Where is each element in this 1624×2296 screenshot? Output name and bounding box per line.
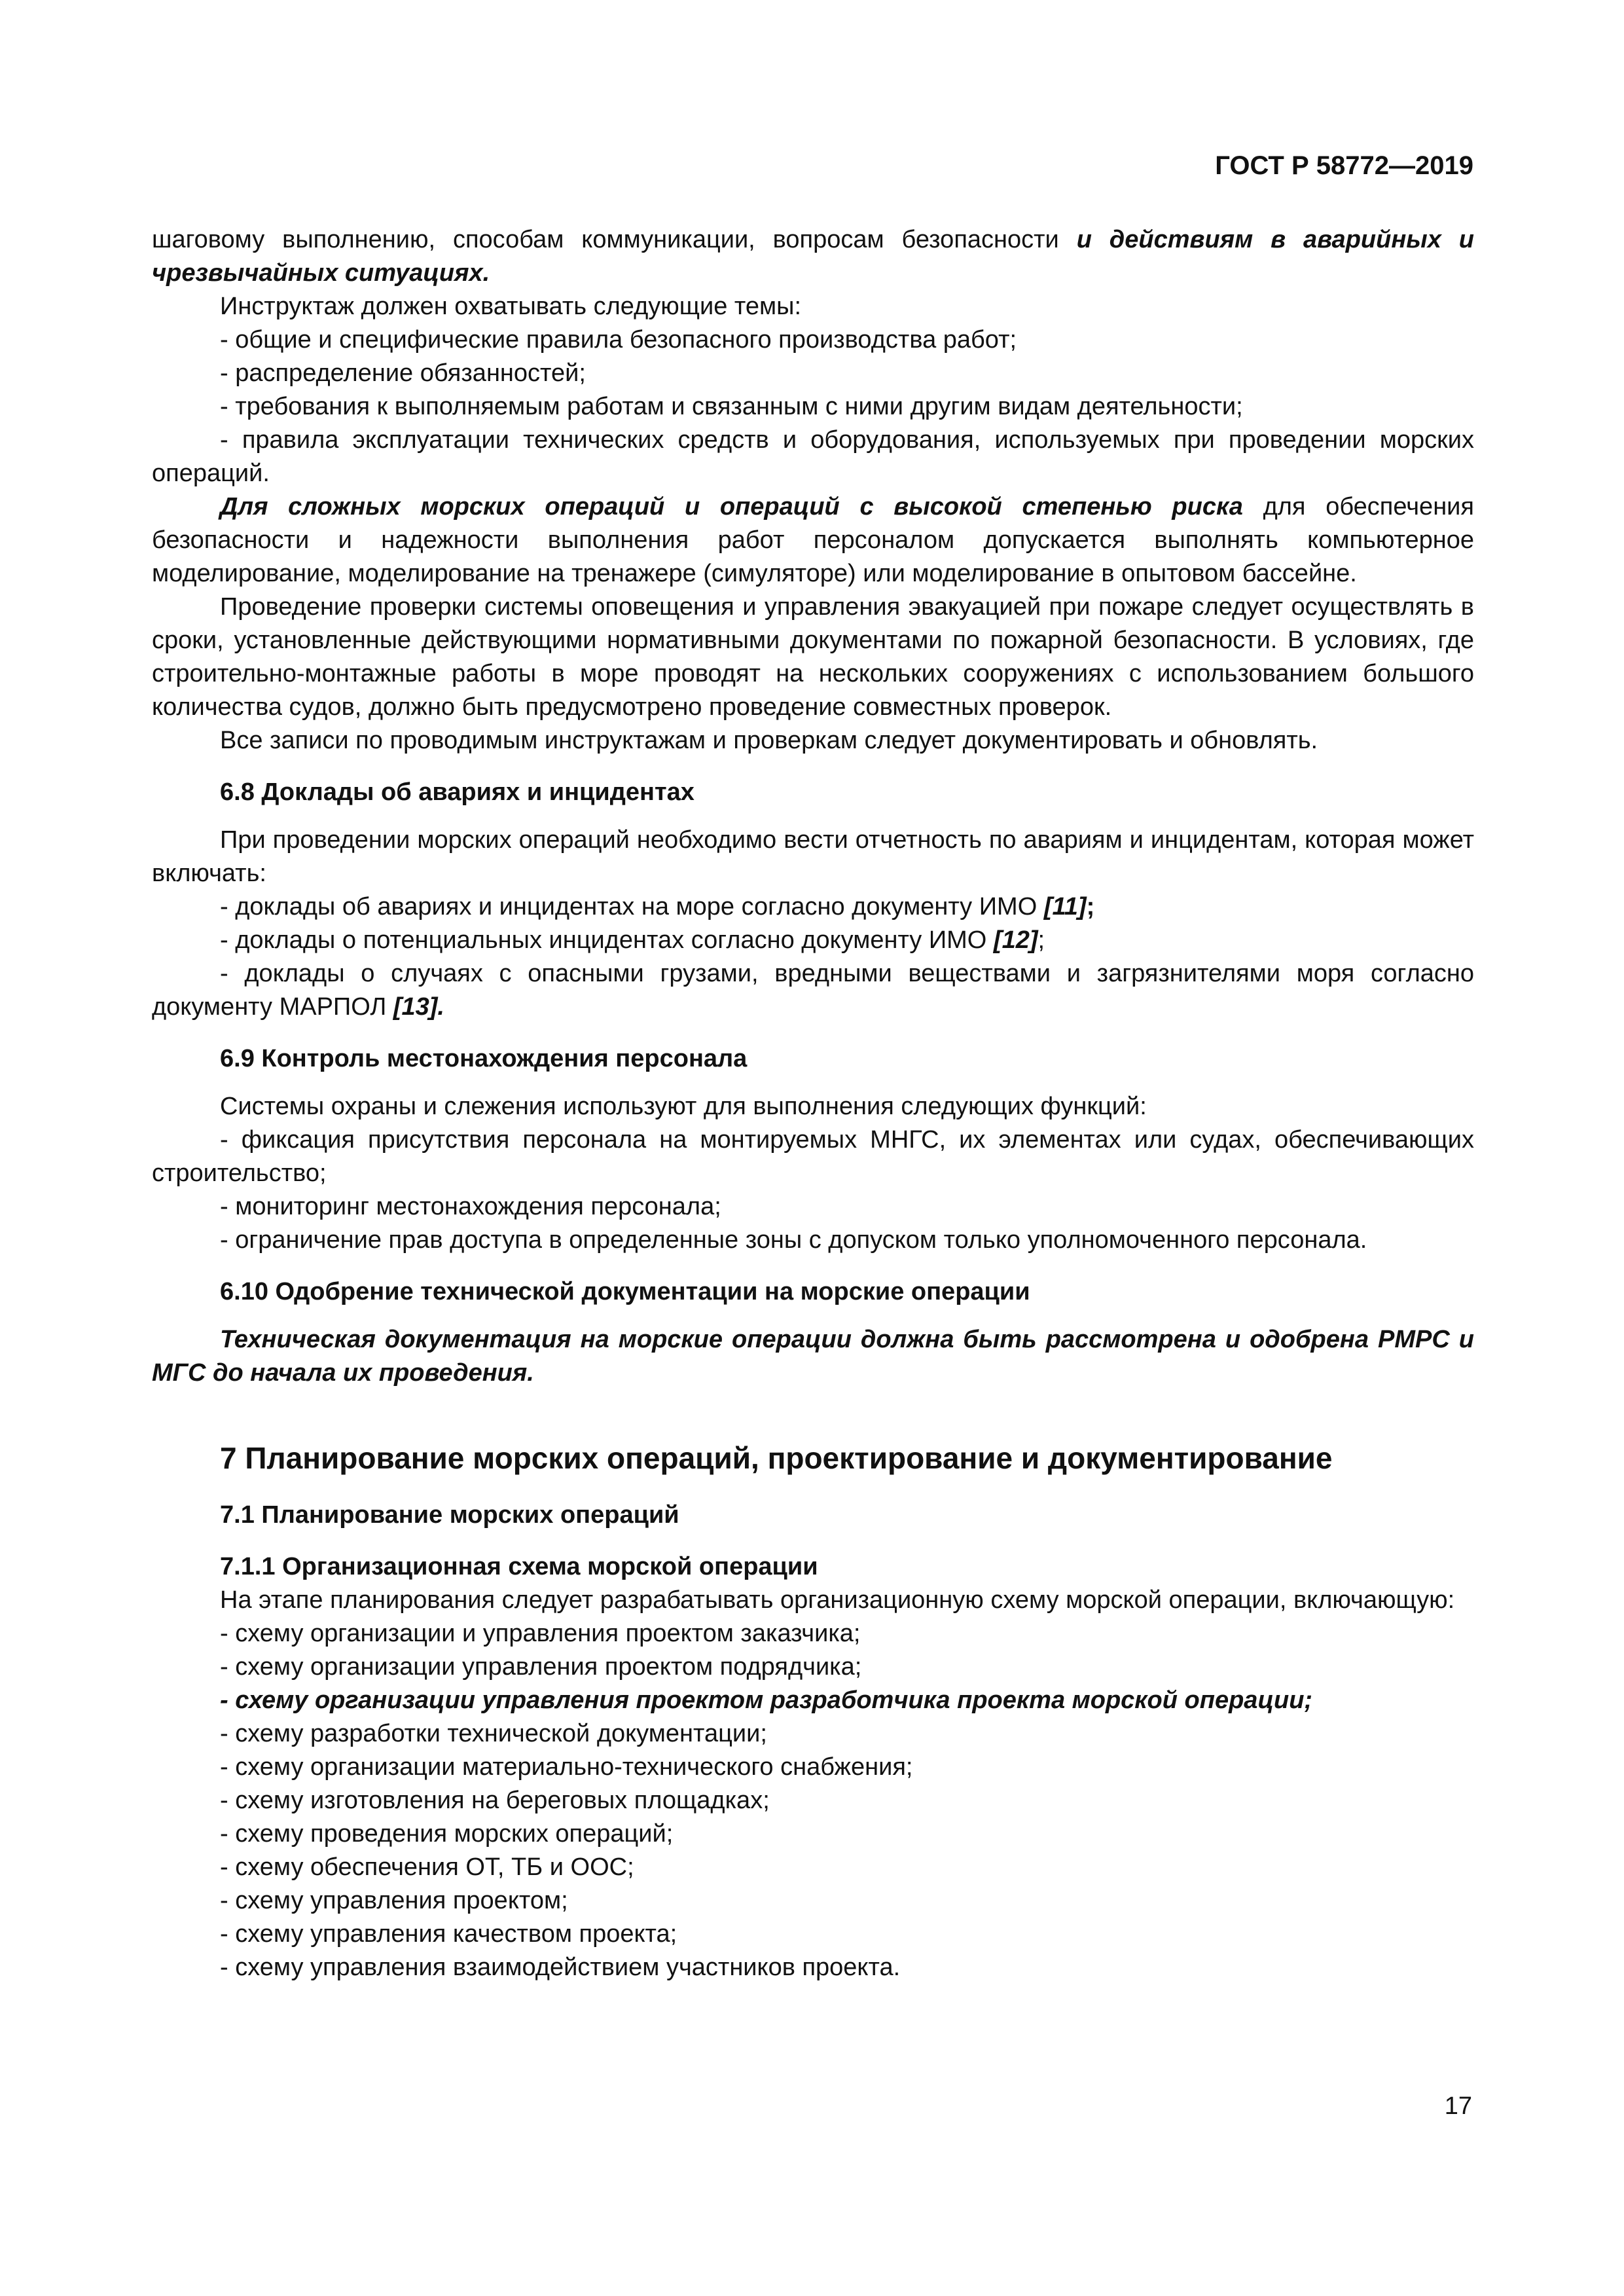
section-heading-6-10: 6.10 Одобрение технической документации на морские операции — [220, 1278, 1030, 1305]
document-code: ГОСТ Р 58772—2019 — [1215, 151, 1473, 180]
paragraph: Проведение проверки системы оповещения и управления эвакуацией при пожаре следует осуществлять в сроки, установленные действующими нормативными документами по пожарной безопасности. В условиях, где строительно-монтажные работы в море проводят на нескольких сооружениях с использованием большого количества судов, должно быть предусмотрено проведение совместных проверок. — [152, 593, 1474, 721]
list-item: - ограничение прав доступа в определенные зоны с допуском только уполномоченного персонала. — [220, 1226, 1367, 1254]
list-item: - схему проведения морских операций; — [220, 1820, 674, 1848]
emphasis-text: и действиям в аварийных и чрезвычайных ситуациях. — [152, 226, 1474, 287]
list-item: - требования к выполняемым работам и связанным с ними другим видам деятельности; — [220, 393, 1243, 420]
list-item: - общие и специфические правила безопасного производства работ; — [220, 326, 1017, 354]
paragraph: Инструктаж должен охватывать следующие темы: — [220, 293, 802, 320]
list-item: - схему организации управления проектом подрядчика; — [220, 1653, 862, 1681]
paragraph: На этапе планирования следует разрабатывать организационную схему морской операции, включающую: — [220, 1586, 1455, 1614]
list-item: - схему управления взаимодействием участников проекта. — [220, 1954, 901, 1981]
section-heading-7-1: 7.1 Планирование морских операций — [220, 1501, 679, 1529]
section-heading-6-9: 6.9 Контроль местонахождения персонала — [220, 1045, 748, 1072]
paragraph: шаговому выполнению, способам коммуникации, вопросам безопасности и действиям в аварийных и чрезвычайных ситуациях. — [152, 226, 1474, 287]
list-item: - доклады об авариях и инцидентах на море согласно документу ИМО [11]; — [220, 893, 1095, 920]
reference: [11] — [1043, 893, 1087, 920]
page-number: 17 — [1444, 2092, 1472, 2120]
section-heading-7-1-1: 7.1.1 Организационная схема морской операции — [220, 1553, 818, 1580]
section-heading-6-8: 6.8 Доклады об авариях и инцидентах — [220, 778, 695, 806]
list-item: - схему организации и управления проектом заказчика; — [220, 1620, 861, 1647]
list-item: - схему обеспечения ОТ, ТБ и ООС; — [220, 1853, 634, 1881]
list-item: - схему изготовления на береговых площадках; — [220, 1787, 770, 1814]
paragraph: Все записи по проводимым инструктажам и проверкам следует документировать и обновлять. — [220, 727, 1318, 754]
list-item: - правила эксплуатации технических средств и оборудования, используемых при проведении морских операций. — [152, 426, 1474, 487]
list-item: - схему управления проектом; — [220, 1887, 568, 1914]
list-item: - доклады о потенциальных инцидентах согласно документу ИМО [12]; — [220, 926, 1045, 954]
list-item: - схему управления качеством проекта; — [220, 1920, 677, 1948]
page-content — [152, 223, 1474, 1984]
list-item: - фиксация присутствия персонала на монтируемых МНГС, их элементах или судах, обеспечивающих строительство; — [152, 1126, 1474, 1187]
emphasis-text: Для сложных морских операций и операций с высокой степенью риска — [220, 493, 1243, 520]
list-item: - схему разработки технической документации; — [220, 1720, 767, 1747]
chapter-heading-7: 7 Планирование морских операций, проектирование и документирование — [220, 1441, 1333, 1475]
list-item: - схему организации материально-технического снабжения; — [220, 1753, 913, 1781]
paragraph: Техническая документация на морские операции должна быть рассмотрена и одобрена РМРС и МГС до начала их проведения. — [152, 1326, 1474, 1387]
paragraph: При проведении морских операций необходимо вести отчетность по авариям и инцидентам, которая может включать: — [152, 826, 1474, 887]
list-item: - распределение обязанностей; — [220, 359, 586, 387]
list-item: - схему организации управления проектом разработчика проекта морской операции; — [220, 1686, 1313, 1714]
reference: [13]. — [393, 993, 444, 1021]
paragraph: Системы охраны и слежения используют для выполнения следующих функций: — [220, 1093, 1147, 1120]
paragraph: Для сложных морских операций и операций с высокой степенью риска для обеспечения безопасности и надежности выполнения работ персоналом допускается выполнять компьютерное моделирование, моделирование на тренажере (симуляторе) или моделирование в опытовом бассейне. — [152, 493, 1474, 587]
list-item: - мониторинг местонахождения персонала; — [220, 1193, 721, 1220]
reference: [12] — [993, 926, 1038, 954]
list-item: - доклады о случаях с опасными грузами, вредными веществами и загрязнителями моря согласно документу МАРПОЛ [13]. — [152, 960, 1474, 1021]
